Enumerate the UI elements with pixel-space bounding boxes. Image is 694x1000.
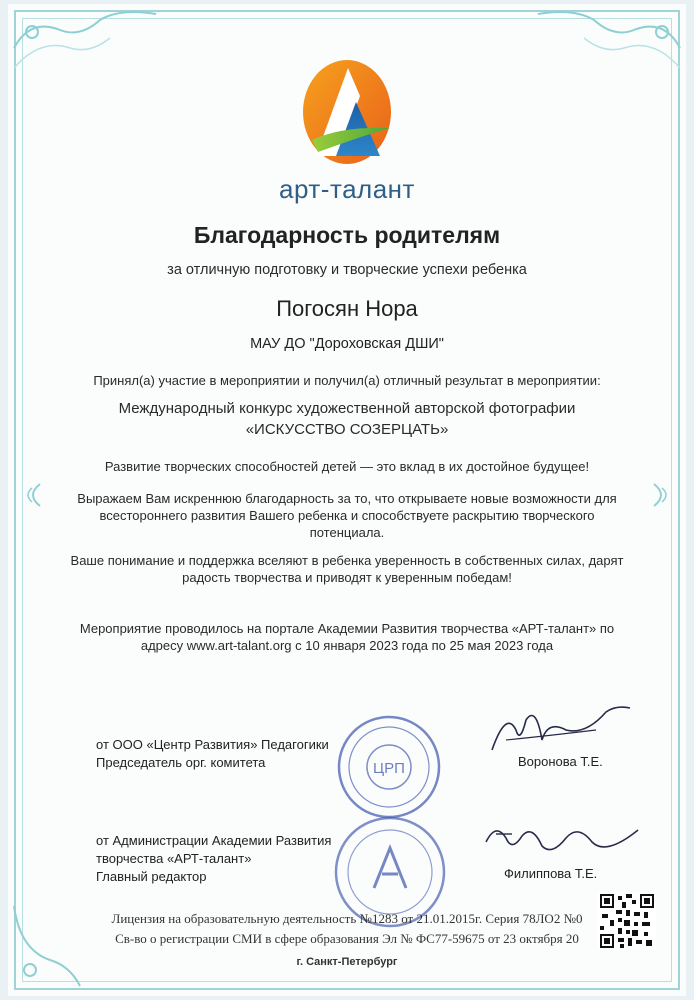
paragraph-2-line1: Выражаем Вам искреннюю благодарность за то, что открываете новые возможности для <box>77 491 617 506</box>
school-name: МАУ ДО "Дороховская ДШИ" <box>250 336 444 352</box>
license-line-1: Лицензия на образовательную деятельность №1283 от 21.01.2015г. Серия 78ЛО2 №0 <box>111 911 583 926</box>
stamp-crp-icon <box>334 712 444 822</box>
art-talant-logo-icon <box>302 56 392 174</box>
participation-text: Принял(а) участие в мероприятии и получил(а) отличный результат в мероприятии: <box>93 373 601 388</box>
corner-ornament-top-left <box>10 8 160 88</box>
signature-1-handwriting <box>486 700 636 760</box>
paragraph-2 <box>0 490 694 541</box>
signature-1-org: от ООО «Центр Развития» Педагогики <box>96 737 329 752</box>
signature-1-role: Председатель орг. комитета <box>96 755 266 770</box>
brand-name: арт-талант <box>279 174 415 204</box>
license-line-2: Св-во о регистрации СМИ в сфере образования Эл № ФС77-59675 от 23 октября 20 <box>115 931 579 946</box>
paragraph-2-line3: потенциала. <box>309 525 385 540</box>
event-title-line1: Международный конкурс художественной авторской фотографии <box>118 400 576 417</box>
signature-2-block <box>96 832 331 886</box>
paragraph-1: Развитие творческих способностей детей — это вклад в их достойное будущее! <box>104 459 590 474</box>
signature-2-handwriting <box>482 812 642 872</box>
event-title-line2: «ИСКУССТВО СОЗЕРЦАТЬ» <box>245 421 449 438</box>
signature-1-name: Воронова Т.Е. <box>518 754 603 769</box>
portal-info-line2: адресу www.art-talant.org с 10 января 2023 года по 25 мая 2023 года <box>140 638 554 653</box>
paragraph-2-line2: всестороннего развития Вашего ребенка и способствуете раскрытию творческого <box>99 508 595 523</box>
certificate-title: Благодарность родителям <box>193 222 501 248</box>
paragraph-3-line2: радость творчества и приводят к уверенным победам! <box>182 570 512 585</box>
paragraph-3-line1: Ваше понимание и поддержка вселяют в ребенка уверенность в собственных силах, дарят <box>70 553 624 568</box>
signature-2-org-line1: от Администрации Академии Развития <box>96 833 332 848</box>
city-label: г. Санкт-Петербург <box>296 956 398 968</box>
corner-ornament-top-right <box>534 8 684 88</box>
signature-1-block <box>96 736 329 772</box>
portal-info <box>0 620 694 654</box>
paragraph-3 <box>0 552 694 586</box>
portal-info-line1: Мероприятие проводилось на портале Академии Развития творчества «АРТ-талант» по <box>79 621 615 636</box>
event-title <box>0 398 694 440</box>
recipient-name: Погосян Нора <box>276 296 418 321</box>
certificate-subtitle: за отличную подготовку и творческие успехи ребенка <box>167 262 527 278</box>
signature-2-name: Филиппова Т.Е. <box>504 866 598 881</box>
signature-2-role: Главный редактор <box>96 869 207 884</box>
qr-code-icon <box>598 892 656 950</box>
stamp-crp-text: ЦРП <box>373 760 405 777</box>
signature-2-org-line2: творчества «АРТ-талант» <box>96 851 252 866</box>
